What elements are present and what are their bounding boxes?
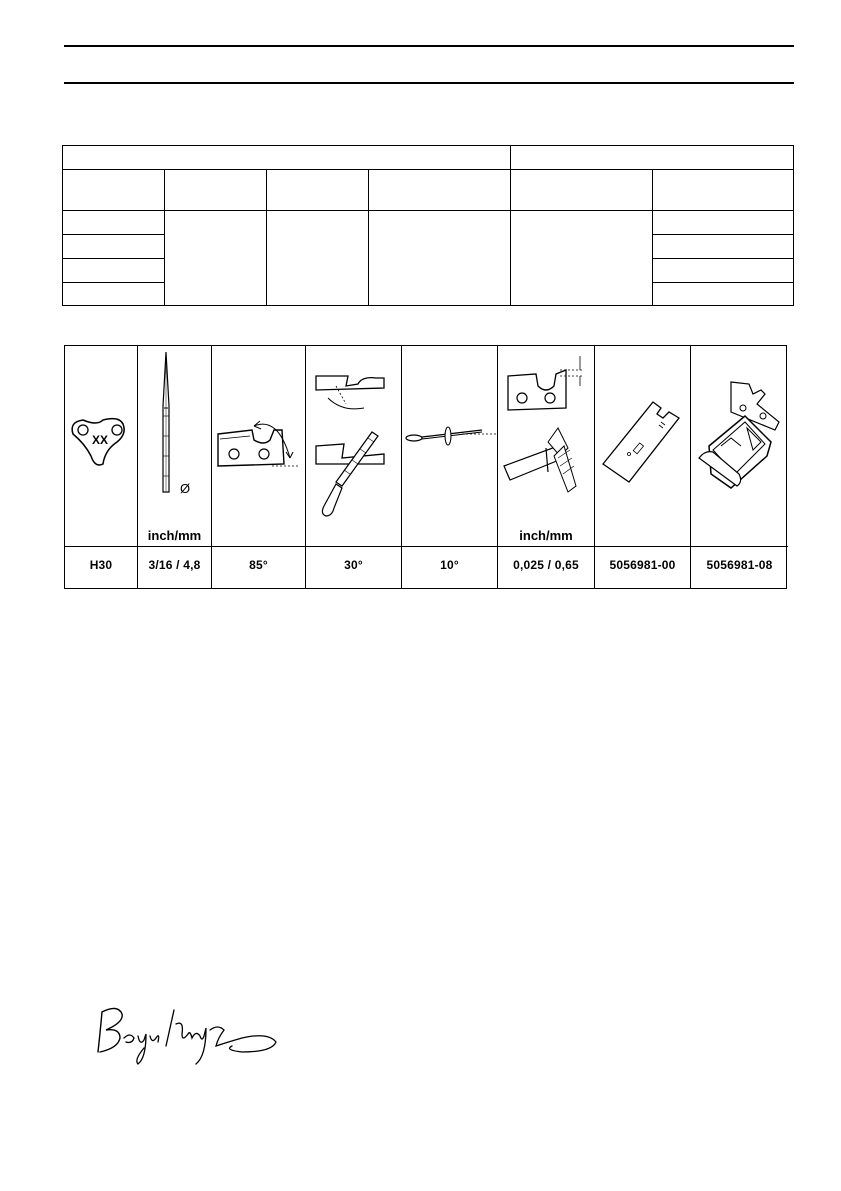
spec-line — [62, 145, 794, 146]
col-file-diameter — [138, 346, 212, 588]
spec-line — [62, 282, 164, 283]
col-depth-gauge-tool — [595, 346, 691, 588]
spec-line — [793, 145, 794, 306]
file-guide-tool-icon — [691, 346, 788, 546]
gauge-plate-icon — [595, 346, 690, 546]
value-depth-gauge: 0,025 / 0,65 — [513, 558, 579, 572]
round-file-icon — [138, 346, 211, 546]
unit-inch-mm: inch/mm — [147, 528, 202, 543]
row-divider — [691, 546, 788, 547]
spec-line — [62, 210, 794, 211]
value-file-guide: 5056981-08 — [706, 558, 773, 572]
filing-angle-icon — [306, 346, 401, 546]
spec-line — [62, 305, 794, 306]
col-chain-code — [65, 346, 138, 588]
spec-line — [652, 234, 794, 235]
spec-line — [510, 145, 511, 306]
chain-link-code-text: XX — [91, 433, 109, 447]
row-divider — [212, 546, 305, 547]
value-file-tilt-angle: 10° — [440, 558, 459, 572]
value-file-diameter: 3/16 / 4,8 — [148, 558, 201, 572]
row-divider — [306, 546, 401, 547]
diameter-symbol: Ø — [180, 481, 191, 496]
file-tilt-icon — [402, 346, 497, 546]
row-divider — [595, 546, 690, 547]
spec-line — [266, 169, 267, 306]
cutter-angle-icon — [212, 346, 305, 546]
spec-table — [62, 145, 794, 306]
spec-line — [368, 169, 369, 306]
value-depth-gauge-tool: 5056981-00 — [609, 558, 676, 572]
col-top-plate-angle — [212, 346, 306, 588]
unit-inch-mm: inch/mm — [519, 528, 573, 543]
chain-link-xx-icon — [65, 346, 137, 546]
row-divider — [138, 546, 211, 547]
value-filing-angle: 30° — [344, 558, 363, 572]
sharpening-table — [64, 345, 787, 589]
spec-line — [652, 258, 794, 259]
col-file-tilt-angle — [402, 346, 498, 588]
col-depth-gauge — [498, 346, 595, 588]
depth-gauge-icon — [498, 346, 594, 546]
signature — [92, 998, 292, 1075]
col-file-guide — [691, 346, 788, 588]
spec-line — [652, 282, 794, 283]
header-rule — [64, 82, 794, 84]
row-divider — [65, 546, 137, 547]
spec-line — [62, 145, 63, 306]
row-divider — [402, 546, 497, 547]
spec-line — [652, 169, 653, 306]
spec-line — [62, 258, 164, 259]
value-chain-code: H30 — [89, 558, 113, 572]
value-top-plate-angle: 85° — [249, 558, 268, 572]
spec-line — [62, 169, 794, 170]
top-rule — [64, 45, 794, 47]
spec-line — [62, 234, 164, 235]
row-divider — [498, 546, 594, 547]
col-filing-angle — [306, 346, 402, 588]
spec-line — [164, 169, 165, 306]
